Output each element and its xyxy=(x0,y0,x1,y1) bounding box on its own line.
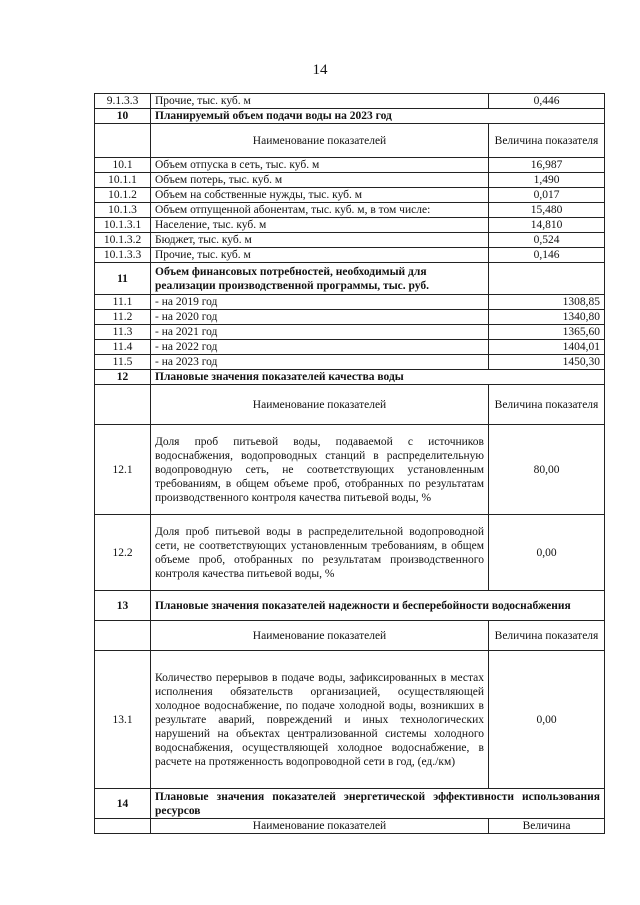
section-title: Планируемый объем подачи воды на 2023 год xyxy=(151,109,605,124)
table-row xyxy=(95,173,605,188)
section-header-row xyxy=(95,789,605,819)
row-description: Прочие, тыс. куб. м xyxy=(151,94,489,109)
section-title: Плановые значения показателей качества воды xyxy=(151,370,605,385)
row-description: Объем отпуска в сеть, тыс. куб. м xyxy=(151,158,489,173)
row-number: 10.1.3.3 xyxy=(95,248,151,263)
row-value: 1308,85 xyxy=(489,295,605,310)
section-header-row xyxy=(95,370,605,385)
column-header-value: Величина показателя xyxy=(489,621,605,651)
row-number: 9.1.3.3 xyxy=(95,94,151,109)
row-description: - на 2020 год xyxy=(151,310,489,325)
row-value: 1450,30 xyxy=(489,355,605,370)
row-description: - на 2023 год xyxy=(151,355,489,370)
row-number: 10.1.3.2 xyxy=(95,233,151,248)
row-number: 11.2 xyxy=(95,310,151,325)
row-value: 1,490 xyxy=(489,173,605,188)
row-value: 1404,01 xyxy=(489,340,605,355)
column-header-name: Наименование показателей xyxy=(151,621,489,651)
column-header-value: Величина xyxy=(489,819,605,834)
row-description: Прочие, тыс. куб. м xyxy=(151,248,489,263)
row-number: 12.2 xyxy=(95,515,151,591)
table-row xyxy=(95,310,605,325)
table-row xyxy=(95,325,605,340)
row-number: 11.3 xyxy=(95,325,151,340)
section-number: 14 xyxy=(95,789,151,819)
row-number: 11.4 xyxy=(95,340,151,355)
row-number: 12.1 xyxy=(95,425,151,515)
row-number: 13.1 xyxy=(95,651,151,789)
row-description: - на 2019 год xyxy=(151,295,489,310)
row-description: Объем потерь, тыс. куб. м xyxy=(151,173,489,188)
section-number: 11 xyxy=(95,263,151,295)
row-number: 10.1.3 xyxy=(95,203,151,218)
table-row xyxy=(95,218,605,233)
section-title: Объем финансовых потребностей, необходимый для реализации производственной программы, тыс. руб. xyxy=(151,263,489,295)
section-title: Плановые значения показателей надежности и бесперебойности водоснабжения xyxy=(151,591,605,621)
row-description: Доля проб питьевой воды, подаваемой с источников водоснабжения, водопроводных станций в распределительную водопроводную сеть, не соответствующих установленным требованиям, в общем объеме проб, отобранных по результатам производственного контроля качества питьевой воды, % xyxy=(151,425,489,515)
section-header-row xyxy=(95,263,605,295)
column-header-value: Величина показателя xyxy=(489,124,605,158)
table-row xyxy=(95,203,605,218)
section-title: Плановые значения показателей энергетической эффективности использования ресурсов xyxy=(151,789,605,819)
row-value: 80,00 xyxy=(489,425,605,515)
column-header-row xyxy=(95,819,605,834)
table-row xyxy=(95,651,605,789)
row-value: 0,446 xyxy=(489,94,605,109)
table-row xyxy=(95,295,605,310)
column-header-name: Наименование показателей xyxy=(151,819,489,834)
row-value: 0,017 xyxy=(489,188,605,203)
table-row xyxy=(95,233,605,248)
section-number: 12 xyxy=(95,370,151,385)
table-row xyxy=(95,340,605,355)
row-number: 10.1 xyxy=(95,158,151,173)
row-description: Объем отпущенной абонентам, тыс. куб. м, в том числе: xyxy=(151,203,489,218)
row-number: 11.5 xyxy=(95,355,151,370)
row-description: Количество перерывов в подаче воды, зафиксированных в местах исполнения обязательств организацией, осуществляющей холодное водоснабжение, по подаче холодной воды, возникших в результате аварий, повреждений и иных технологических нарушений на объектах централизованной системы холодного водоснабжения, осуществляющей холодное водоснабжение, в расчете на протяженность водопроводной сети в год, (ед./км) xyxy=(151,651,489,789)
row-value: 0,524 xyxy=(489,233,605,248)
row-number: 10.1.1 xyxy=(95,173,151,188)
table-row xyxy=(95,515,605,591)
row-description: Бюджет, тыс. куб. м xyxy=(151,233,489,248)
row-number: 10.1.3.1 xyxy=(95,218,151,233)
row-value: 16,987 xyxy=(489,158,605,173)
column-header-name: Наименование показателей xyxy=(151,124,489,158)
column-header-row xyxy=(95,124,605,158)
table-row xyxy=(95,248,605,263)
table-row xyxy=(95,158,605,173)
column-header-row xyxy=(95,385,605,425)
row-description: Объем на собственные нужды, тыс. куб. м xyxy=(151,188,489,203)
section-number: 10 xyxy=(95,109,151,124)
page-number: 14 xyxy=(312,62,328,78)
column-header-name: Наименование показателей xyxy=(151,385,489,425)
row-description: - на 2022 год xyxy=(151,340,489,355)
row-description: Население, тыс. куб. м xyxy=(151,218,489,233)
table-row xyxy=(95,425,605,515)
section-number: 13 xyxy=(95,591,151,621)
row-value: 0,00 xyxy=(489,651,605,789)
row-number: 10.1.2 xyxy=(95,188,151,203)
table-row xyxy=(95,94,605,109)
row-description: - на 2021 год xyxy=(151,325,489,340)
row-number: 11.1 xyxy=(95,295,151,310)
section-header-row xyxy=(95,109,605,124)
production-program-table xyxy=(94,93,605,834)
table-row xyxy=(95,355,605,370)
row-description: Доля проб питьевой воды в распределительной водопроводной сети, не соответствующих установленным требованиям, в общем объеме проб, отобранных по результатам производственного контроля качества питьевой воды, % xyxy=(151,515,489,591)
table-row xyxy=(95,188,605,203)
row-value: 0,146 xyxy=(489,248,605,263)
row-value: 1340,80 xyxy=(489,310,605,325)
column-header-row xyxy=(95,621,605,651)
row-value: 1365,60 xyxy=(489,325,605,340)
row-value: 14,810 xyxy=(489,218,605,233)
row-value: 0,00 xyxy=(489,515,605,591)
row-value: 15,480 xyxy=(489,203,605,218)
section-header-row xyxy=(95,591,605,621)
column-header-value: Величина показателя xyxy=(489,385,605,425)
